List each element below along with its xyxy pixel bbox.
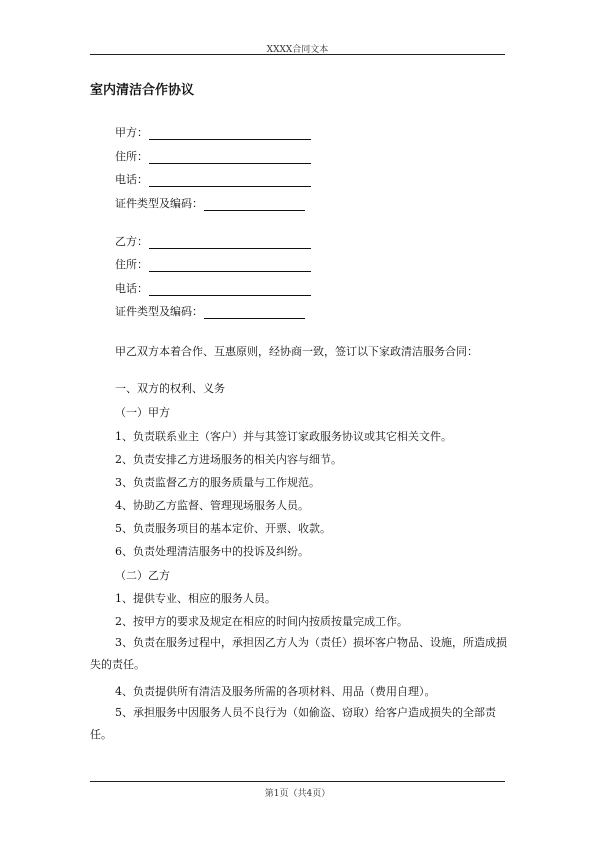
footer-divider <box>90 781 505 782</box>
party-a-name-label: 甲方： <box>115 126 148 139</box>
list-item: 2、按甲方的要求及规定在相应的时间内按质按量完成工作。 <box>115 615 408 628</box>
party-b-phone-label: 电话： <box>115 282 148 295</box>
document-title: 室内清洁合作协议 <box>90 83 195 98</box>
party-b-id-field <box>115 303 305 319</box>
party-b-name-label: 乙方： <box>115 235 148 248</box>
party-a-address-field <box>115 148 311 164</box>
header-divider <box>90 54 505 55</box>
section-heading: 一、双方的权利、义务 <box>115 382 225 395</box>
party-b-id-label: 证件类型及编码： <box>115 305 203 318</box>
list-item: 5、承担服务中因服务人员不良行为（如偷盗、窃取）给客户造成损失的全部责任。 <box>90 706 496 741</box>
party-b-address-blank[interactable] <box>149 259 311 272</box>
party-a-address-blank[interactable] <box>149 151 311 164</box>
party-b-id-blank[interactable] <box>204 306 305 319</box>
party-b-phone-field <box>115 280 311 296</box>
intro-paragraph: 甲乙双方本着合作、互惠原则，经协商一致，签订以下家政清洁服务合同： <box>115 345 478 358</box>
party-b-name-blank[interactable] <box>149 236 311 249</box>
party-b-address-label: 住所： <box>115 258 148 271</box>
party-a-address-label: 住所： <box>115 150 148 163</box>
party-a-phone-field <box>115 171 311 187</box>
list-item: 3、负责在服务过程中，承担因乙方人为（责任）损坏客户物品、设施，所造成损失的责任。 <box>90 636 507 671</box>
list-item: 3、负责监督乙方的服务质量与工作规范。 <box>115 476 320 489</box>
party-a-id-blank[interactable] <box>204 198 305 211</box>
party-b-phone-blank[interactable] <box>149 283 311 296</box>
party-b-name-field <box>115 233 311 249</box>
list-item: 1、提供专业、相应的服务人员。 <box>115 592 276 605</box>
subsection-a-heading: （一）甲方 <box>115 406 170 419</box>
party-a-phone-blank[interactable] <box>149 174 311 187</box>
list-item: 1、负责联系业主（客户）并与其签订家政服务协议或其它相关文件。 <box>115 430 452 443</box>
subsection-b-heading: （二）乙方 <box>115 569 170 582</box>
party-a-name-field <box>115 124 311 140</box>
party-b-address-field <box>115 256 311 272</box>
list-item: 2、负责安排乙方进场服务的相关内容与细节。 <box>115 453 342 466</box>
party-a-phone-label: 电话： <box>115 173 148 186</box>
list-item: 5、负责服务项目的基本定价、开票、收款。 <box>115 522 331 535</box>
list-item: 6、负责处理清洁服务中的投诉及纠纷。 <box>115 545 309 558</box>
list-item: 4、协助乙方监督、管理现场服务人员。 <box>115 499 309 512</box>
page-footer: 第1页（共4页） <box>264 789 331 799</box>
party-a-id-field <box>115 195 305 211</box>
list-item: 4、负责提供所有清洁及服务所需的各项材料、用品（费用自理）。 <box>115 685 436 698</box>
page-header: XXXX合同文本 <box>266 45 329 55</box>
party-a-id-label: 证件类型及编码： <box>115 197 203 210</box>
party-a-name-blank[interactable] <box>149 127 311 140</box>
